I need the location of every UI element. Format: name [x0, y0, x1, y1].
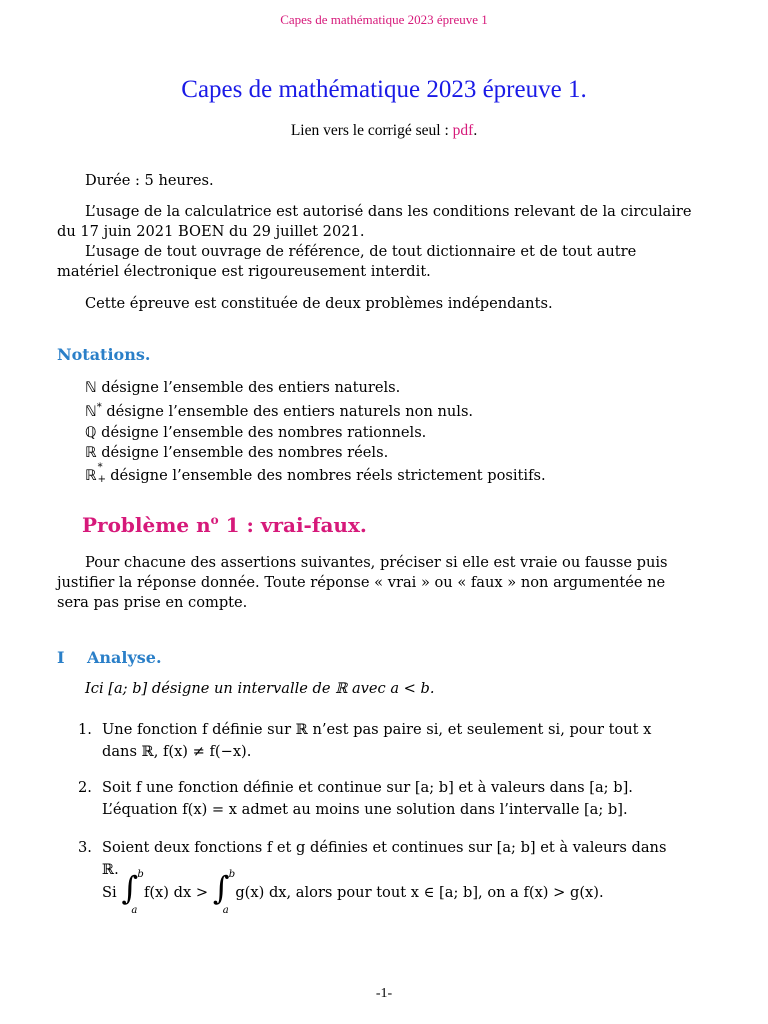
docs-line-2: matériel électronique est rigoureusement interdit. [57, 263, 431, 280]
naturals-star-symbol: ℕ [85, 403, 97, 421]
notations-list [85, 378, 705, 486]
integral-sign: ∫ b a [212, 869, 236, 916]
notation-row: ℚ désigne l’ensemble des nombres rationnels. [85, 423, 427, 441]
page-number: -1- [375, 986, 393, 1001]
problem-1-heading: Problème $n^o$ 1 : vrai-faux. [82, 513, 367, 537]
section-context: Ici [a; b] désigne un intervalle de ℝ avec a < b. [85, 680, 435, 697]
running-header: Capes de mathématique 2023 épreuve 1 [280, 12, 488, 27]
link-prefix: Lien vers le corrigé seul : [290, 122, 453, 139]
link-suffix: . [473, 122, 478, 139]
notation-row: ℕ* désigne l’ensemble des entiers naturels non nuls. [85, 402, 474, 421]
pdf-link[interactable]: pdf [452, 122, 474, 139]
integral-inequality: Si ∫ b a f(x) dx > ∫ b a g(x) dx, alors pour tout x ∈ [a; b], on a f(x) > g(x). [102, 869, 604, 916]
notation-row: ℝ désigne l’ensemble des nombres réels. [85, 444, 389, 462]
positive-reals-symbol: ℝ [85, 466, 97, 484]
list-item: 3. Soient deux fonctions f et g définies et continues sur [a; b] et à valeurs dans ℝ. [78, 839, 667, 878]
list-item: 1. Une fonction f définie sur ℝ n’est pas paire si, et seulement si, pour tout x dans ℝ, f(x) ≠ f(−x). [78, 721, 652, 760]
notations-heading: Notations. [57, 345, 151, 364]
integral-sign: ∫ b a [121, 869, 144, 916]
document-title: Capes de mathématique 2023 épreuve 1. [181, 76, 587, 103]
duration-paragraph [57, 171, 712, 191]
rationals-symbol: ℚ [85, 423, 97, 441]
calc-line-1: L’usage de la calculatrice est autorisé dans les conditions relevant de la circulaire [85, 203, 692, 220]
duration-text: Durée : 5 heures. [85, 172, 214, 189]
problem-1-intro: Pour chacune des assertions suivantes, préciser si elle est vraie ou fausse puis justifier la réponse donnée. Toute réponse « vrai » ou « faux » non argumentée ne sera pas prise en compte. [57, 554, 668, 611]
notation-row: ℝ * + désigne l’ensemble des nombres réels strictement positifs. [85, 461, 546, 485]
calculator-paragraph [57, 202, 712, 282]
notation-row: ℕ désigne l’ensemble des entiers naturels. [85, 379, 401, 396]
structure-paragraph [57, 294, 712, 314]
naturals-symbol: ℕ [85, 379, 97, 396]
calc-line-2: du 17 juin 2021 BOEN du 29 juillet 2021. [57, 223, 365, 240]
section-I-heading: I Analyse. [57, 648, 162, 667]
reals-symbol: ℝ [85, 444, 97, 462]
list-item: 2. Soit f une fonction définie et continue sur [a; b] et à valeurs dans [a; b]. L’équation f(x) = x admet au moins une solution dans l’intervalle [a; b]. [78, 779, 633, 818]
structure-text: Cette épreuve est constituée de deux problèmes indépendants. [85, 295, 553, 312]
corrige-link-line [0, 122, 768, 140]
docs-line-1: L’usage de tout ouvrage de référence, de tout dictionnaire et de tout autre [85, 243, 637, 260]
